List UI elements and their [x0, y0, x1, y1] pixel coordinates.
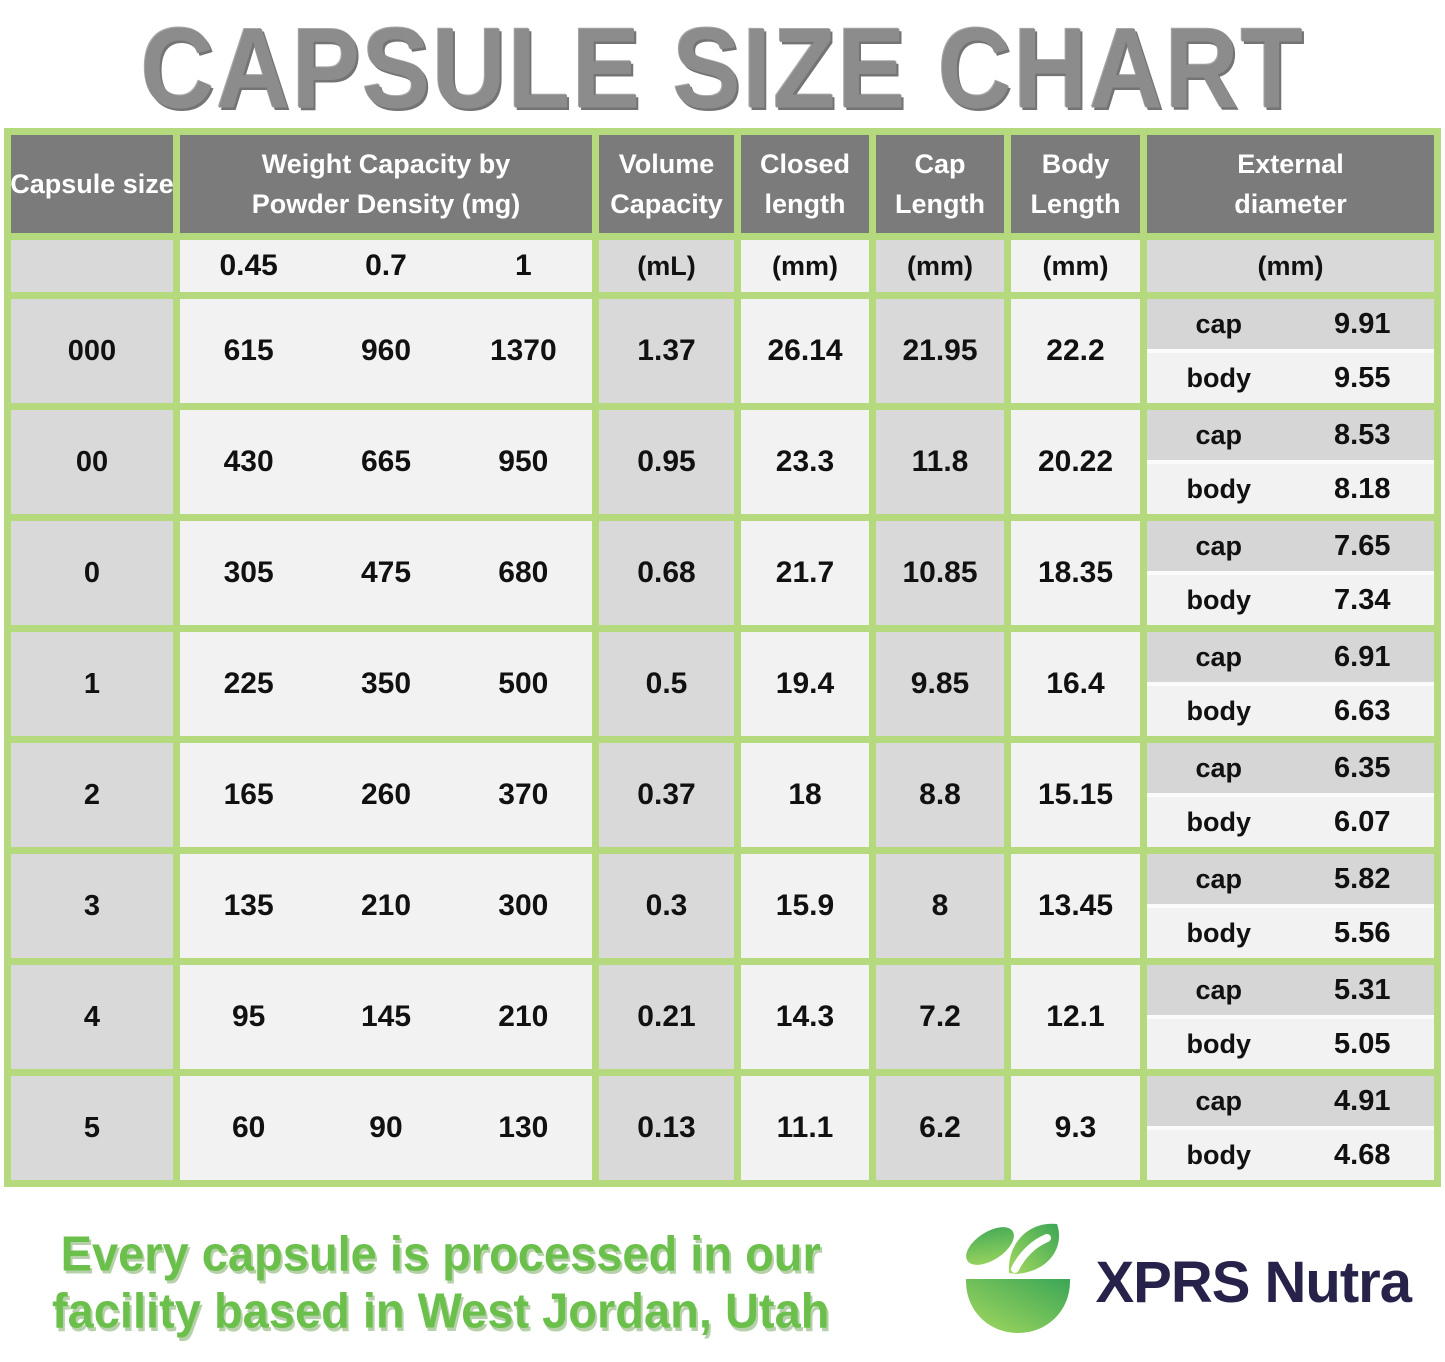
external-cap-row	[1147, 854, 1434, 904]
header-closed-length-label: Closed length	[759, 148, 851, 219]
capsule-size-table	[4, 128, 1441, 1187]
tagline-line-2: facility based in West Jordan, Utah	[52, 1283, 830, 1339]
external-body-row	[1147, 797, 1434, 847]
weight-045: 305	[223, 556, 274, 589]
external-body-row	[1147, 464, 1434, 514]
header-external-diameter-label: External diameter	[1234, 148, 1347, 219]
external-cap-row	[1147, 743, 1434, 793]
external-cap-row	[1147, 299, 1434, 349]
ext-body-value: 9.55	[1334, 361, 1391, 394]
capsule-size-cell: 0	[11, 521, 173, 625]
weight-07: 210	[360, 889, 412, 922]
weight-capacity-cell	[180, 854, 592, 958]
ext-cap-value: 5.82	[1334, 862, 1391, 895]
weight-045: 615	[223, 334, 274, 367]
weight-1: 680	[498, 556, 549, 589]
ext-cap-value: 6.91	[1334, 640, 1391, 673]
header-weight-capacity-label: Weight Capacity by Powder Density (mg)	[251, 148, 521, 219]
volume-cell: 0.13	[599, 1076, 734, 1180]
weight-1: 370	[498, 778, 549, 811]
mortar-leaves-icon	[957, 1217, 1079, 1348]
brand-wordmark: XPRS Nutra	[1095, 1250, 1411, 1315]
footer	[0, 1187, 1445, 1348]
ext-cap-value: 6.35	[1334, 751, 1391, 784]
weight-07: 145	[360, 1000, 412, 1033]
ext-body-value: 7.34	[1334, 583, 1391, 616]
weight-045: 135	[223, 889, 274, 922]
weight-1: 130	[498, 1111, 549, 1144]
unit-volume: (mL)	[599, 240, 734, 292]
closed-length-cell: 21.7	[741, 521, 869, 625]
unit-external-diameter: (mm)	[1147, 240, 1434, 292]
header-volume-capacity-label: Volume Capacity	[610, 148, 723, 219]
weight-07: 475	[360, 556, 412, 589]
header-external-diameter	[1147, 135, 1434, 233]
ext-body-label: body	[1186, 917, 1251, 948]
external-cap-row	[1147, 965, 1434, 1015]
ext-body-value: 5.05	[1334, 1027, 1391, 1060]
weight-045: 60	[231, 1111, 266, 1144]
ext-body-label: body	[1186, 806, 1251, 837]
external-cap-row	[1147, 632, 1434, 682]
ext-cap-value: 9.91	[1334, 307, 1391, 340]
ext-body-label: body	[1186, 362, 1251, 393]
closed-length-cell: 18	[741, 743, 869, 847]
header-volume-capacity	[599, 135, 734, 233]
capsule-size-cell: 2	[11, 743, 173, 847]
unit-closed-length: (mm)	[741, 240, 869, 292]
density-045: 0.45	[219, 249, 278, 282]
volume-cell: 0.95	[599, 410, 734, 514]
weight-1: 300	[498, 889, 549, 922]
external-body-row	[1147, 908, 1434, 958]
external-cap-row	[1147, 521, 1434, 571]
unit-capsule-size-empty	[11, 240, 173, 292]
ext-cap-label: cap	[1195, 530, 1243, 561]
closed-length-cell: 23.3	[741, 410, 869, 514]
external-diameter-cell	[1147, 632, 1434, 736]
closed-length-cell: 15.9	[741, 854, 869, 958]
ext-body-label: body	[1186, 584, 1251, 615]
volume-cell: 0.5	[599, 632, 734, 736]
capsule-size-cell: 000	[11, 299, 173, 403]
density-07: 0.7	[365, 249, 407, 282]
unit-cap-length: (mm)	[876, 240, 1004, 292]
ext-cap-label: cap	[1195, 419, 1243, 450]
external-body-row	[1147, 1019, 1434, 1069]
weight-045: 95	[231, 1000, 266, 1033]
body-length-cell: 9.3	[1011, 1076, 1140, 1180]
capsule-size-cell: 1	[11, 632, 173, 736]
ext-cap-label: cap	[1195, 641, 1243, 672]
body-length-cell: 12.1	[1011, 965, 1140, 1069]
weight-07: 665	[360, 445, 412, 478]
header-capsule-size	[11, 135, 173, 233]
cap-length-cell: 10.85	[876, 521, 1004, 625]
body-length-cell: 20.22	[1011, 410, 1140, 514]
external-cap-row	[1147, 410, 1434, 460]
ext-body-value: 6.63	[1334, 694, 1391, 727]
weight-capacity-cell	[180, 299, 592, 403]
weight-1: 950	[498, 445, 549, 478]
ext-cap-value: 7.65	[1334, 529, 1391, 562]
external-diameter-cell	[1147, 854, 1434, 958]
ext-cap-value: 8.53	[1334, 418, 1391, 451]
cap-length-cell: 9.85	[876, 632, 1004, 736]
volume-cell: 0.68	[599, 521, 734, 625]
capsule-size-cell: 3	[11, 854, 173, 958]
weight-1: 1370	[489, 334, 557, 367]
ext-body-label: body	[1186, 1139, 1251, 1170]
capsule-size-cell: 4	[11, 965, 173, 1069]
header-closed-length	[741, 135, 869, 233]
external-body-row	[1147, 575, 1434, 625]
cap-length-cell: 7.2	[876, 965, 1004, 1069]
weight-capacity-cell	[180, 521, 592, 625]
weight-1: 210	[498, 1000, 549, 1033]
ext-cap-label: cap	[1195, 1085, 1243, 1116]
ext-body-value: 5.56	[1334, 916, 1391, 949]
ext-body-label: body	[1186, 1028, 1251, 1059]
header-body-length-label: Body Length	[1030, 148, 1121, 219]
weight-capacity-cell	[180, 1076, 592, 1180]
ext-cap-label: cap	[1195, 308, 1243, 339]
weight-capacity-cell	[180, 965, 592, 1069]
header-body-length	[1011, 135, 1140, 233]
external-diameter-cell	[1147, 1076, 1434, 1180]
page-title-text: CAPSULE SIZE CHART	[140, 5, 1305, 133]
density-1: 1	[514, 249, 532, 282]
ext-body-label: body	[1186, 695, 1251, 726]
ext-cap-label: cap	[1195, 863, 1243, 894]
ext-body-value: 8.18	[1334, 472, 1391, 505]
volume-cell: 1.37	[599, 299, 734, 403]
body-length-cell: 13.45	[1011, 854, 1140, 958]
cap-length-cell: 11.8	[876, 410, 1004, 514]
ext-cap-value: 5.31	[1334, 973, 1391, 1006]
external-body-row	[1147, 353, 1434, 403]
body-length-cell: 18.35	[1011, 521, 1140, 625]
header-cap-length-label: Cap Length	[895, 148, 985, 219]
external-diameter-cell	[1147, 965, 1434, 1069]
header-capsule-size-label: Capsule size	[10, 168, 174, 199]
external-diameter-cell	[1147, 521, 1434, 625]
header-cap-length	[876, 135, 1004, 233]
brand-logo	[957, 1217, 1411, 1348]
header-weight-capacity	[180, 135, 592, 233]
volume-cell: 0.21	[599, 965, 734, 1069]
cap-length-cell: 8	[876, 854, 1004, 958]
facility-tagline	[52, 1225, 829, 1340]
capsule-size-cell: 00	[11, 410, 173, 514]
weight-045: 165	[223, 778, 274, 811]
closed-length-cell: 14.3	[741, 965, 869, 1069]
ext-cap-value: 4.91	[1334, 1084, 1391, 1117]
external-body-row	[1147, 686, 1434, 736]
external-diameter-cell	[1147, 410, 1434, 514]
weight-capacity-cell	[180, 632, 592, 736]
cap-length-cell: 8.8	[876, 743, 1004, 847]
closed-length-cell: 19.4	[741, 632, 869, 736]
weight-capacity-cell	[180, 743, 592, 847]
weight-045: 225	[223, 667, 274, 700]
capsule-size-cell: 5	[11, 1076, 173, 1180]
page-title	[0, 0, 1445, 133]
closed-length-cell: 11.1	[741, 1076, 869, 1180]
weight-07: 350	[360, 667, 412, 700]
body-length-cell: 16.4	[1011, 632, 1140, 736]
weight-capacity-cell	[180, 410, 592, 514]
weight-1: 500	[498, 667, 549, 700]
cap-length-cell: 21.95	[876, 299, 1004, 403]
external-body-row	[1147, 1130, 1434, 1180]
body-length-cell: 15.15	[1011, 743, 1140, 847]
weight-07: 960	[360, 334, 412, 367]
ext-cap-label: cap	[1195, 974, 1243, 1005]
weight-07: 260	[360, 778, 412, 811]
body-length-cell: 22.2	[1011, 299, 1140, 403]
ext-cap-label: cap	[1195, 752, 1243, 783]
tagline-line-1: Every capsule is processed in our	[60, 1225, 821, 1281]
unit-density-values	[180, 240, 592, 292]
cap-length-cell: 6.2	[876, 1076, 1004, 1180]
external-cap-row	[1147, 1076, 1434, 1126]
ext-body-value: 4.68	[1334, 1138, 1391, 1171]
volume-cell: 0.37	[599, 743, 734, 847]
weight-045: 430	[223, 445, 274, 478]
external-diameter-cell	[1147, 743, 1434, 847]
ext-body-label: body	[1186, 473, 1251, 504]
external-diameter-cell	[1147, 299, 1434, 403]
closed-length-cell: 26.14	[741, 299, 869, 403]
unit-body-length: (mm)	[1011, 240, 1140, 292]
ext-body-value: 6.07	[1334, 805, 1391, 838]
volume-cell: 0.3	[599, 854, 734, 958]
weight-07: 90	[369, 1111, 403, 1144]
